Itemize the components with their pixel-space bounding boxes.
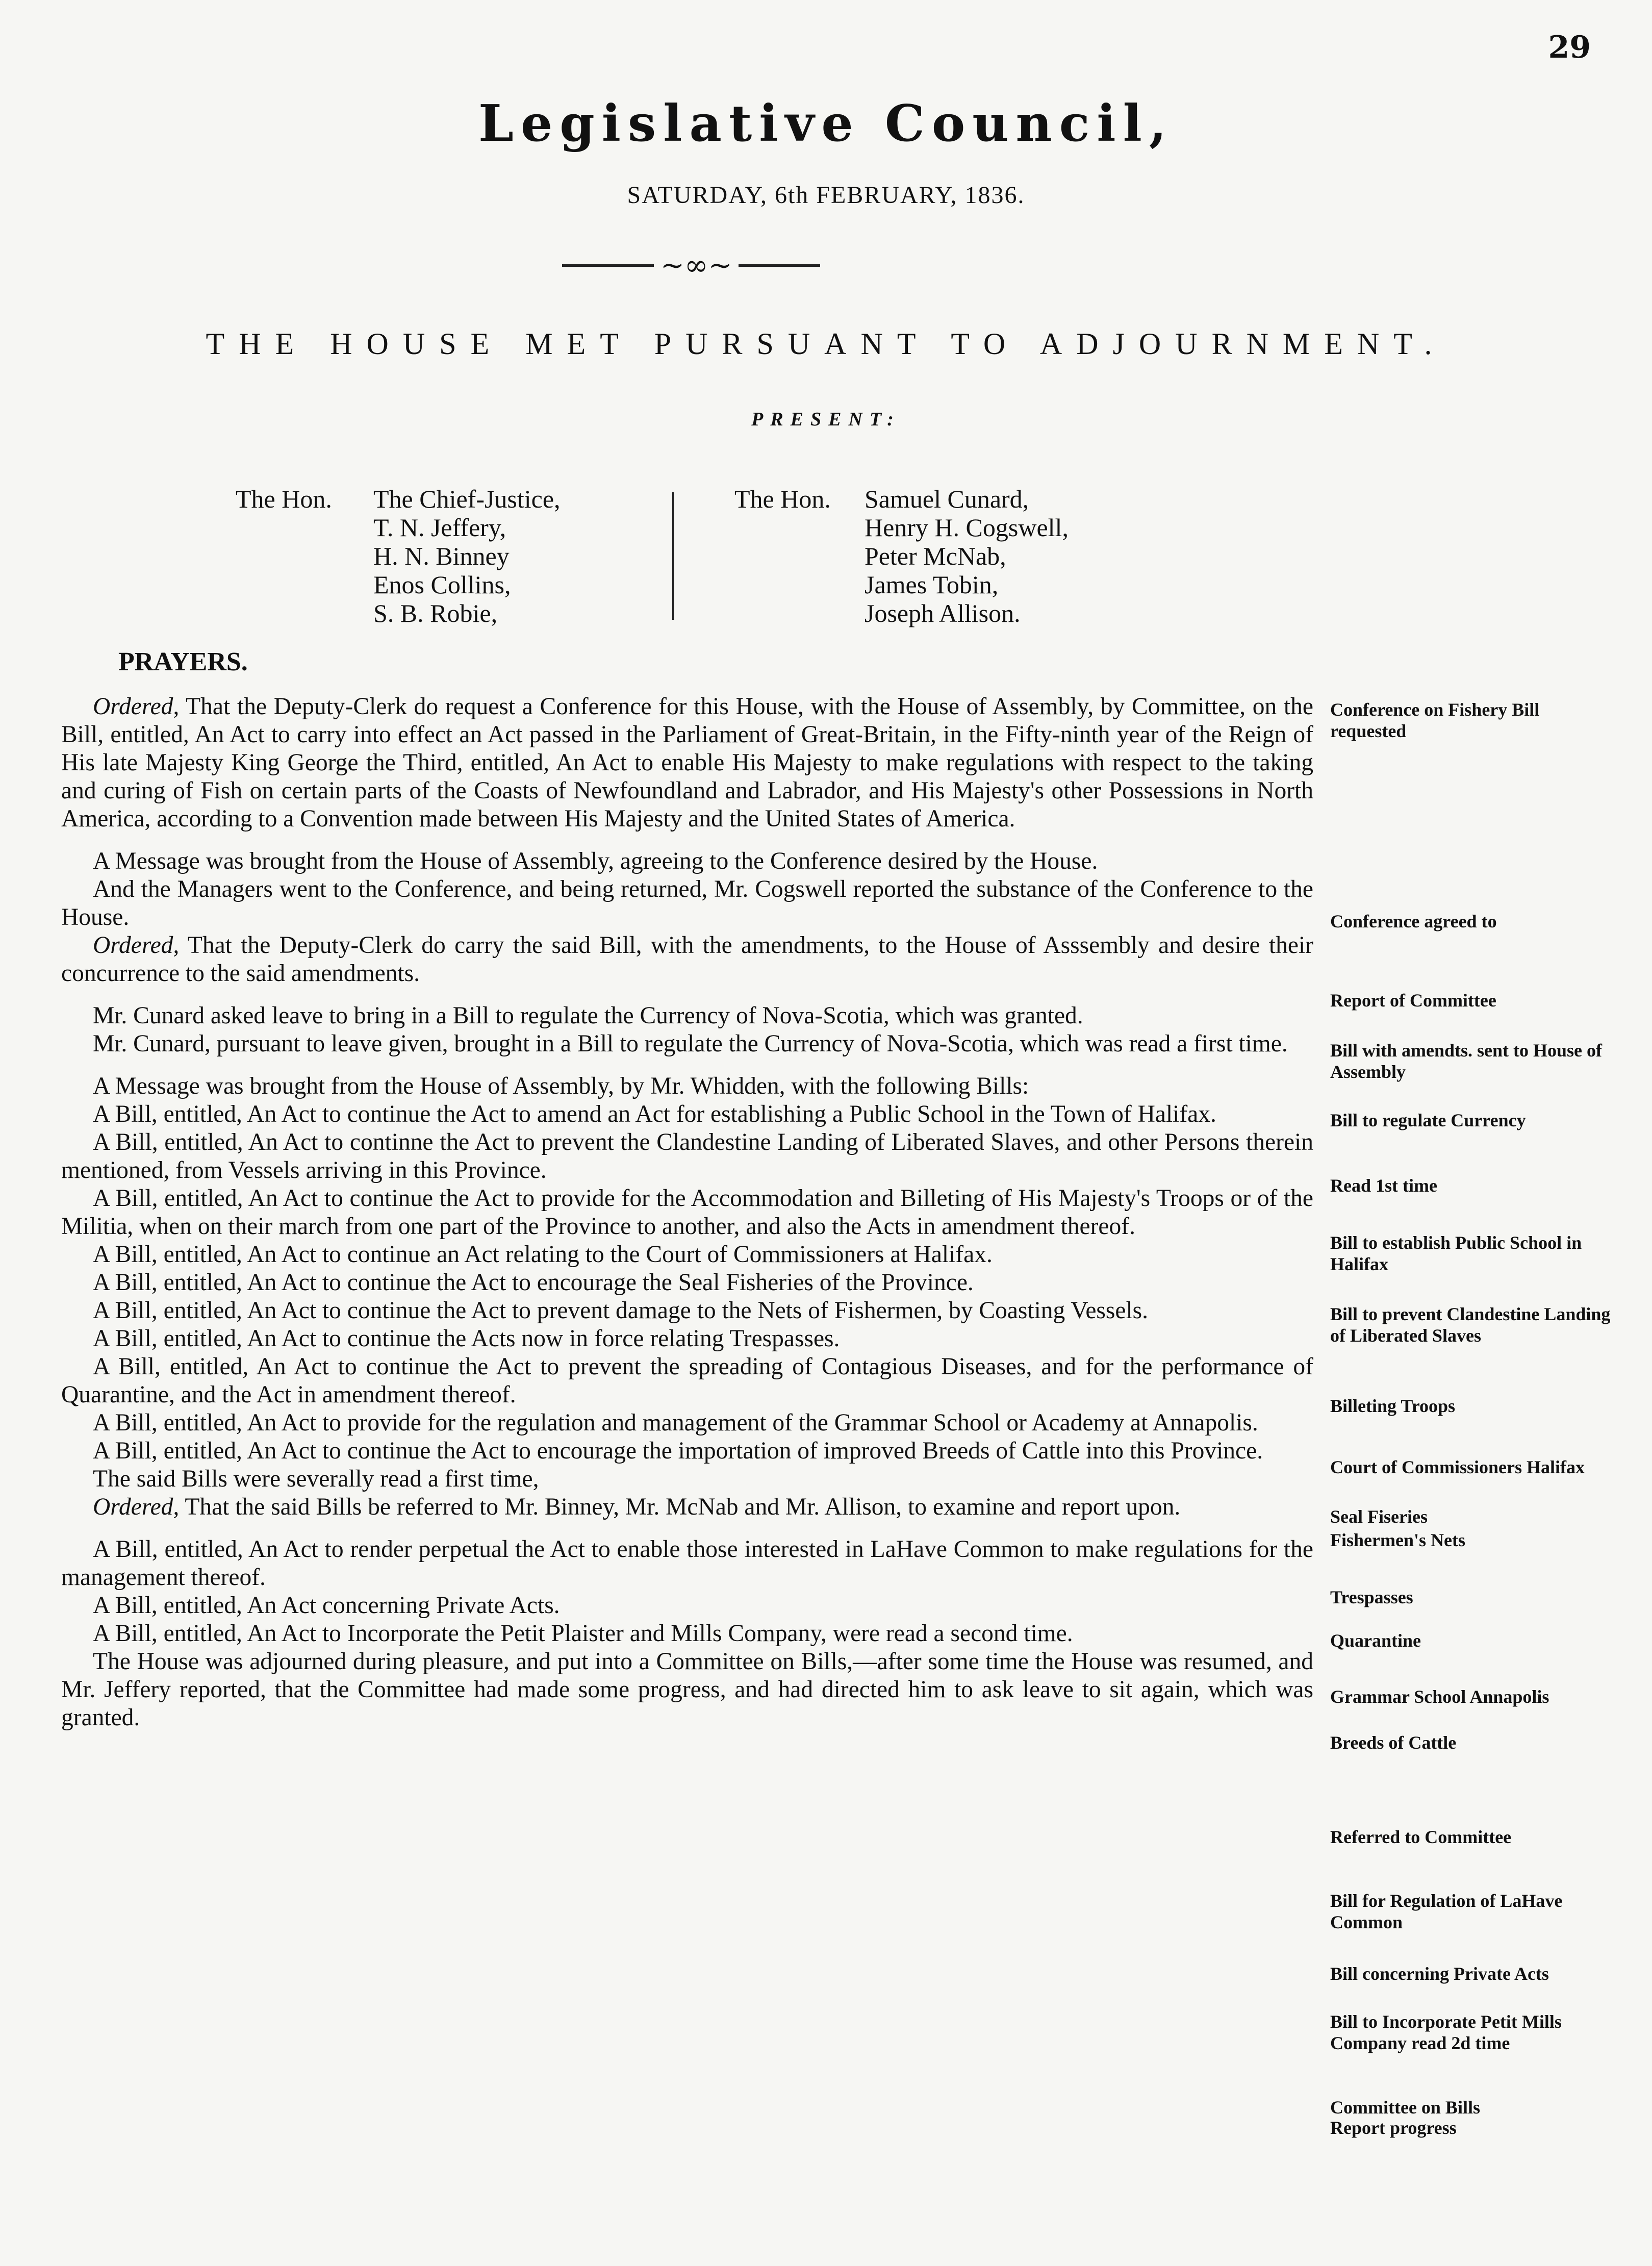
margin-note: Report of Committee [1330,990,1496,1011]
paragraph: Mr. Cunard, pursuant to leave given, brought in a Bill to regulate the Currency of Nova-Scotia, which was read a first time. [93,1030,1288,1057]
paragraph: A Bill, entitled, An Act to continue the Act to prevent the spreading of Contagious Diseases, and for the performance of Quarantine, and the Act in amendment thereof. [61,1353,1313,1408]
heading: THE HOUSE MET PURSUANT TO ADJOURNMENT. [206,327,1446,361]
ornament-line-right [739,264,820,267]
margin-note: Conference on Fishery Bill requested [1330,699,1540,741]
margin-note: Bill with amendts. sent to House of Assembly [1330,1040,1603,1082]
ornament-flourish: ~∞~ [660,249,732,282]
members-right-list [865,485,1069,627]
margin-notes [1330,0,1616,2266]
paragraph: A Bill, entitled, An Act to continue the Act to encourage the importation of improved Breeds of Cattle into this Province. [93,1438,1263,1464]
paragraph: A Bill, entitled, An Act to continne the Act to prevent the Clandestine Landing of Liberated Slaves, and other Persons therein mentioned, from Vessels arriving in this Province. [61,1129,1313,1184]
paragraph: A Bill, entitled, An Act to provide for the regulation and management of the Grammar School or Academy at Annapolis. [93,1409,1258,1436]
member-name: H. N. Binney [373,542,510,570]
sitting-date: SATURDAY, 6th FEBRUARY, 1836. [627,182,1025,209]
paragraph: A Bill, entitled, An Act to continue the Act to provide for the Accommodation and Billeting of His Majesty's Troops or of the Militia, when on their march from one part of the Province to another, and also the Acts in amendment thereof. [61,1185,1313,1240]
member-name: James Tobin, [865,570,999,599]
proceedings-body [61,693,1313,1732]
members-right-label: The Hon. [734,485,831,513]
member-name: S. B. Robie, [373,599,498,627]
paragraph: Ordered, That the Deputy-Clerk do request a Conference for this House, with the House of Assembly, by Committee, on the Bill, entitled, An Act to carry into effect an Act passed in the Parliament of Great-Britain, in the Fifty-ninth year of the Reign of His late Majesty King George the Third, entitled, An Act to enable His Majesty to make regulations with respect to the taking and curing of Fish on certain parts of the Coasts of Newfoundland and Labrador, and His Majesty's other Possessions in North America, according to a Convention made between His Majesty and the United States of America. [61,693,1313,832]
member-name: Henry H. Cogswell, [865,513,1069,542]
paragraph: A Bill, entitled, An Act to Incorporate the Petit Plaister and Mills Company, were read a second time. [93,1620,1073,1647]
paragraph: The said Bills were severally read a first time, [93,1466,539,1492]
member-name: The Chief-Justice, [373,485,561,513]
paragraph: A Message was brought from the House of Assembly, agreeing to the Conference desired by the House. [93,848,1098,874]
margin-note: Court of Commissioners Halifax [1330,1457,1585,1477]
member-name: Peter McNab, [865,542,1006,570]
members-divider [672,492,674,620]
margin-note: Grammar School Annapolis [1330,1686,1549,1707]
paragraph: Ordered, That the Deputy-Clerk do carry the said Bill, with the amendments, to the House of Asssembly and desire their concurrence to the said amendments. [61,932,1313,987]
margin-note: Bill for Regulation of LaHave Common [1330,1891,1563,1932]
page-number: 29 [1548,30,1591,65]
member-name: Samuel Cunard, [865,485,1029,513]
council-title: Legislative Council, [478,94,1174,153]
margin-note: Committee on Bills [1330,2097,1480,2118]
margin-note: Bill to Incorporate Petit Mills Company read 2d time [1330,2011,1562,2053]
margin-note: Trespasses [1330,1587,1413,1607]
paragraph: A Bill, entitled, An Act to continue the Act to encourage the Seal Fisheries of the Province. [93,1269,974,1296]
margin-note: Seal Fiseries [1330,1506,1428,1527]
member-name: T. N. Jeffery, [373,513,506,542]
margin-note: Bill to regulate Currency [1330,1110,1526,1130]
paragraph: And the Managers went to the Conference, and being returned, Mr. Cogswell reported the substance of the Conference to the House. [61,876,1313,930]
margin-note: Conference agreed to [1330,911,1497,931]
paragraph: A Bill, entitled, An Act to continue the Act to amend an Act for establishing a Public School in the Town of Halifax. [93,1101,1216,1127]
member-name: Joseph Allison. [865,599,1021,627]
paragraph: A Bill, entitled, An Act to continue the Acts now in force relating Trespasses. [93,1325,840,1352]
margin-note: Bill to prevent Clandestine Landing of Liberated Slaves [1330,1304,1611,1346]
margin-note: Referred to Committee [1330,1827,1512,1847]
margin-note: Breeds of Cattle [1330,1732,1457,1753]
paragraph: A Message was brought from the House of Assembly, by Mr. Whidden, with the following Bills: [93,1073,1029,1099]
prayers-heading: PRAYERS. [118,647,248,676]
paragraph: Mr. Cunard asked leave to bring in a Bill to regulate the Currency of Nova-Scotia, which was granted. [93,1002,1083,1029]
margin-note: Bill concerning Private Acts [1330,1963,1549,1984]
margin-note: Report progress [1330,2118,1457,2138]
paragraph: A Bill, entitled, An Act to render perpetual the Act to enable those interested in LaHave Common to make regulations for the management thereof. [61,1536,1313,1591]
members-left-list [373,485,561,627]
margin-note: Fishermen's Nets [1330,1530,1465,1550]
paragraph: Ordered, That the said Bills be referred to Mr. Binney, Mr. McNab and Mr. Allison, to examine and report upon. [93,1494,1181,1520]
margin-note: Billeting Troops [1330,1396,1456,1416]
margin-note: Quarantine [1330,1630,1421,1651]
margin-note: Read 1st time [1330,1175,1437,1196]
members-left-label: The Hon. [236,485,332,513]
member-name: Enos Collins, [373,570,511,599]
paragraph: The House was adjourned during pleasure, and put into a Committee on Bills,—after some time the House was resumed, and Mr. Jeffery reported, that the Committee had made some progress, and had directed him to ask leave to sit again, which was granted. [61,1648,1313,1731]
paragraph: A Bill, entitled, An Act to continue an Act relating to the Court of Commissioners at Halifax. [93,1241,993,1268]
ornament-line-left [562,264,654,267]
margin-note: Bill to establish Public School in Halifax [1330,1232,1582,1274]
present-label: PRESENT: [751,409,901,430]
paragraph: A Bill, entitled, An Act to continue the Act to prevent damage to the Nets of Fishermen, by Coasting Vessels. [93,1297,1149,1324]
paragraph: A Bill, entitled, An Act concerning Private Acts. [93,1592,560,1619]
